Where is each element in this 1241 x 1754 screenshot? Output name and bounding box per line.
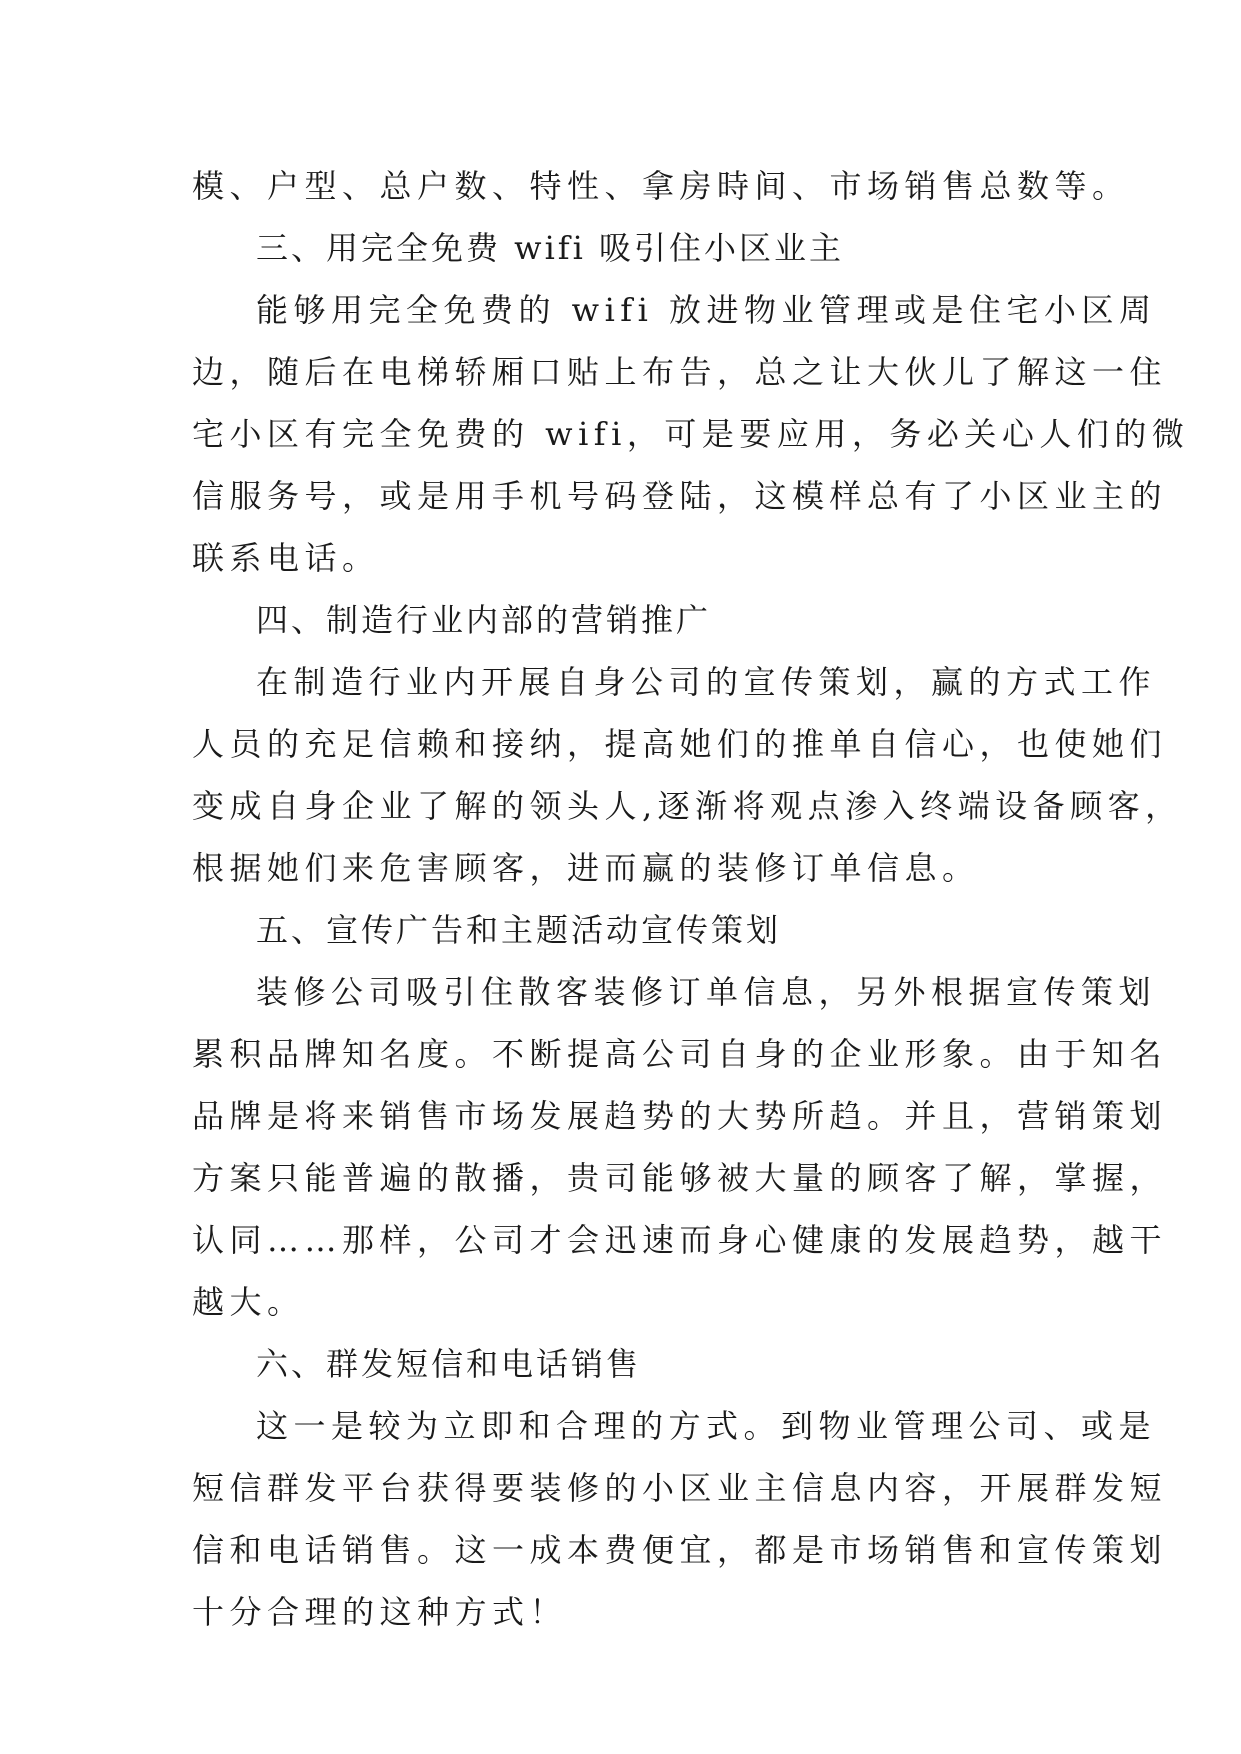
paragraph-line: 信服务号，或是用手机号码登陆，这模样总有了小区业主的: [192, 477, 1168, 515]
paragraph-line: 越大。: [192, 1283, 305, 1321]
paragraph-line: 方案只能普遍的散播，贵司能够被大量的顾客了解，掌握，: [192, 1159, 1168, 1197]
document-body: [192, 155, 1190, 1643]
paragraph-line: 累积品牌知名度。不断提高公司自身的企业形象。由于知名: [192, 1035, 1168, 1073]
paragraph-line: 宅小区有完全免费的 wifi，可是要应用，务必关心人们的微: [192, 415, 1190, 453]
paragraph-line: 十分合理的这种方式！: [192, 1593, 568, 1631]
paragraph-line: 边，随后在电梯轿厢口贴上布告，总之让大伙儿了解这一住: [192, 353, 1168, 391]
paragraph-line: 短信群发平台获得要装修的小区业主信息内容，开展群发短: [192, 1469, 1168, 1507]
section-heading: 四、制造行业内部的营销推广: [256, 601, 712, 639]
paragraph-line: 认同……那样，公司才会迅速而身心健康的发展趋势，越干: [192, 1221, 1168, 1259]
section-heading: 三、用完全免费 wifi 吸引住小区业主: [256, 229, 845, 267]
paragraph-line: 信和电话销售。这一成本费便宜，都是市场销售和宣传策划: [192, 1531, 1168, 1569]
paragraph-line: 根据她们来危害顾客，进而赢的装修订单信息。: [192, 849, 980, 887]
section-heading: 六、群发短信和电话销售: [256, 1345, 642, 1383]
paragraph-line: 品牌是将来销售市场发展趋势的大势所趋。并且，营销策划: [192, 1097, 1168, 1135]
paragraph-line: 联系电话。: [192, 539, 380, 577]
paragraph-line: 能够用完全免费的 wifi 放进物业管理或是住宅小区周: [256, 291, 1157, 329]
section-heading: 五、宣传广告和主题活动宣传策划: [256, 911, 782, 949]
paragraph-line: 在制造行业内开展自身公司的宣传策划，赢的方式工作: [256, 663, 1157, 701]
paragraph-line: 变成自身企业了解的领头人,逐渐将观点渗入终端设备顾客，: [192, 787, 1183, 825]
paragraph-line: 这一是较为立即和合理的方式。到物业管理公司、或是: [256, 1407, 1157, 1445]
paragraph-line: 装修公司吸引住散客装修订单信息，另外根据宣传策划: [256, 973, 1157, 1011]
paragraph-line: 模、户型、总户数、特性、拿房時间、市场销售总数等。: [192, 167, 1130, 205]
paragraph-line: 人员的充足信赖和接纳，提高她们的推单自信心，也使她们: [192, 725, 1168, 763]
